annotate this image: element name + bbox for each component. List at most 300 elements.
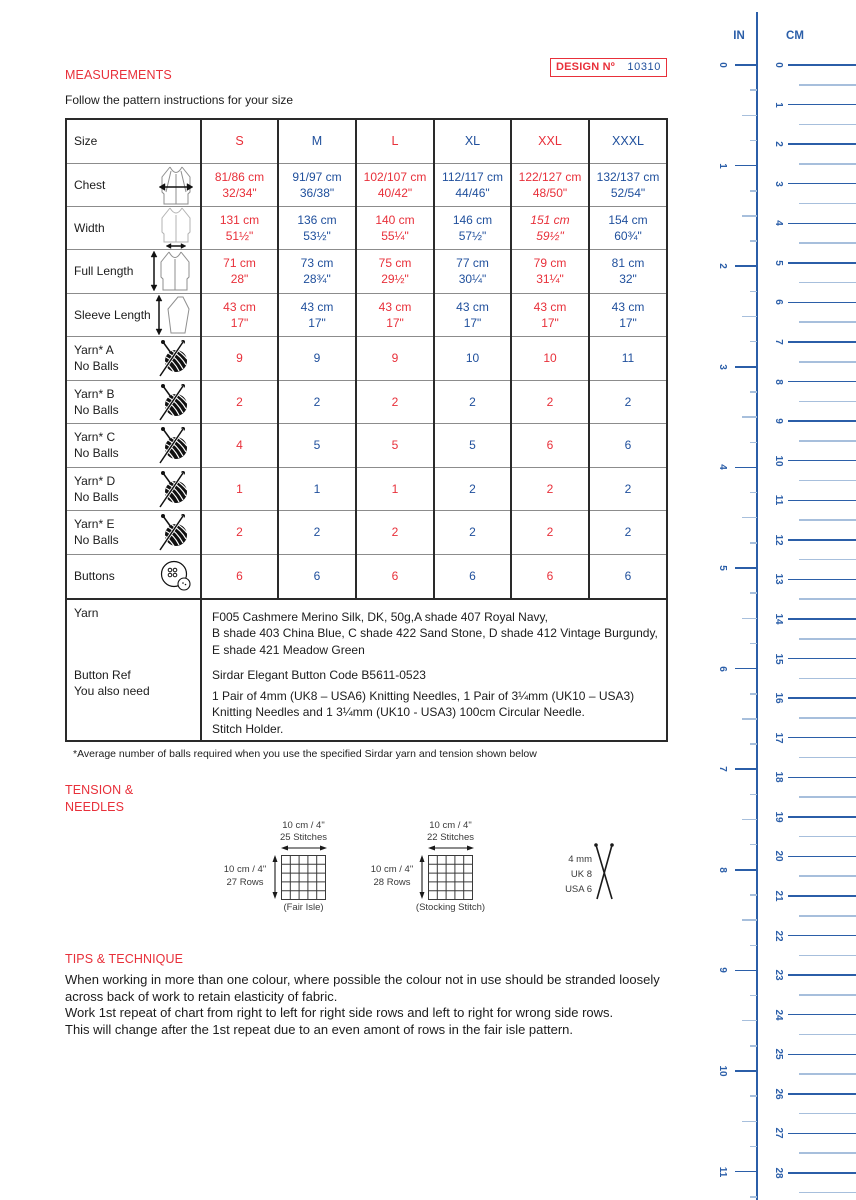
half-cm-tick [799, 875, 856, 877]
ruler-inch-label: IN [733, 30, 745, 42]
also-need-details-line: Stitch Holder. [212, 721, 284, 736]
inch-subtick [742, 1121, 757, 1123]
measurement-value-cell [278, 293, 356, 336]
inch-tick [735, 668, 757, 670]
cm-tick [788, 143, 856, 145]
value-inches: 60¾" [614, 228, 642, 243]
half-cm-tick [799, 1034, 856, 1036]
value-inches: 29½" [381, 272, 409, 286]
yarn-balls-cell: 9 [278, 336, 356, 380]
size-header-m: M [278, 119, 356, 163]
inch-tick [735, 366, 757, 368]
yarn-row [66, 510, 667, 554]
half-cm-tick [799, 480, 856, 482]
yarn-details [212, 609, 658, 658]
inch-tick [735, 970, 757, 972]
design-label: DESIGN Nº [556, 61, 615, 73]
also-need-label: You also need [74, 684, 150, 698]
value-cm: 132/137 cm [596, 169, 660, 184]
inch-tick [735, 265, 757, 267]
yarn-info-label: Yarn [74, 606, 99, 620]
inch-subtick [750, 643, 757, 645]
measurement-value-cell [589, 206, 667, 249]
cm-mark-label: 19 [773, 811, 784, 823]
value-cm: 136 cm [297, 212, 337, 227]
inch-subtick [750, 894, 757, 896]
half-cm-tick [799, 1113, 856, 1115]
yarn-balls-cell: 2 [356, 380, 434, 423]
yarn-balls-cell: 1 [356, 467, 434, 510]
inch-subtick [750, 693, 757, 695]
cm-mark-label: 9 [773, 418, 784, 424]
value-inches: 44/46" [455, 185, 490, 200]
yarn-sublabel: No Balls [74, 359, 119, 373]
measurement-value-cell [511, 206, 589, 249]
buttons-count-cell: 6 [434, 554, 511, 599]
inch-subtick [750, 89, 757, 91]
yarn-balls-cell: 6 [589, 423, 667, 467]
cm-tick [788, 697, 856, 699]
cm-tick [788, 777, 856, 779]
half-cm-tick [799, 124, 856, 126]
tips-title: TIPS & TECHNIQUE [65, 952, 184, 966]
swatch-caption: (Stocking Stitch) [415, 902, 486, 913]
inch-subtick [742, 618, 757, 620]
cm-tick [788, 895, 856, 897]
yarn-balls-cell: 4 [201, 423, 278, 467]
half-cm-tick [799, 84, 856, 86]
half-cm-tick [799, 559, 856, 561]
swatch-stitch-count: 22 Stitches [427, 832, 474, 843]
buttons-icon [160, 560, 192, 592]
half-cm-tick [799, 282, 856, 284]
measurement-label: Width [74, 220, 105, 235]
yarn-balls-cell: 5 [278, 423, 356, 467]
size-header-l: L [356, 119, 434, 163]
inch-tick [735, 869, 757, 871]
cm-tick [788, 618, 856, 620]
inch-subtick [742, 215, 757, 217]
half-cm-tick [799, 1152, 856, 1154]
cm-mark-label: 18 [773, 771, 784, 783]
half-cm-tick [799, 519, 856, 521]
measurement-value-cell [434, 249, 511, 293]
measurement-label-cell [66, 206, 201, 249]
inch-subtick [750, 140, 757, 142]
inch-subtick [750, 592, 757, 594]
yarn-balls-cell: 2 [589, 380, 667, 423]
cm-mark-label: 15 [773, 652, 784, 665]
measurement-value-cell [356, 293, 434, 336]
cm-mark-label: 8 [773, 378, 784, 385]
value-inches: 52/54" [610, 185, 646, 200]
cm-tick [788, 539, 856, 541]
yarn-balls-cell: 2 [356, 510, 434, 554]
inch-subtick [750, 190, 757, 192]
cm-mark-label: 24 [773, 1009, 784, 1021]
also-need-details-line: Knitting Needles and 1 3¼mm (UK10 - USA3) 100cm Circular Needle. [212, 705, 585, 720]
measurement-value-cell [589, 293, 667, 336]
inch-subtick [750, 1146, 757, 1148]
value-inches: 30¼" [458, 272, 487, 286]
inch-subtick [750, 945, 757, 947]
value-cm: 154 cm [608, 212, 648, 227]
inch-subtick [750, 542, 757, 544]
value-cm: 122/127 cm [518, 169, 582, 184]
size-instruction: Follow the pattern instructions for your size [65, 93, 294, 107]
buttons-label-cell [66, 554, 201, 599]
value-inches: 55¼" [381, 228, 409, 243]
value-cm: 140 cm [375, 212, 415, 227]
measurement-value-cell [511, 293, 589, 336]
tips-body [65, 972, 660, 1039]
value-inches: 17" [230, 315, 249, 330]
yarn-label: Yarn* B [74, 386, 115, 401]
cm-tick [788, 420, 856, 422]
half-cm-tick [799, 994, 856, 996]
button-ref-value: Sirdar Elegant Button Code B5611-0523 [212, 668, 426, 682]
half-cm-tick [799, 796, 856, 798]
cm-mark-label: 11 [773, 494, 784, 506]
ruler-cm-label: CM [786, 30, 804, 42]
inch-subtick [742, 115, 757, 117]
inch-mark-label: 1 [717, 162, 728, 169]
cm-mark-label: 1 [773, 101, 784, 108]
value-cm: 77 cm [456, 256, 489, 270]
size-header-row [66, 119, 667, 163]
cm-mark-label: 14 [773, 613, 784, 625]
yarn-footnote: *Average number of balls required when you use the specified Sirdar yarn and tension shown below [73, 748, 537, 760]
half-cm-tick [799, 598, 856, 600]
inch-subtick [750, 1095, 757, 1097]
inch-subtick [750, 1045, 757, 1047]
cm-tick [788, 737, 856, 739]
inch-mark-label: 8 [717, 867, 728, 873]
cm-mark-label: 21 [773, 890, 784, 902]
yarn-sublabel: No Balls [74, 402, 119, 417]
cm-mark-label: 4 [773, 220, 784, 227]
tension-swatch [216, 818, 376, 918]
cm-mark-label: 28 [773, 1167, 784, 1179]
measurement-value-cell [434, 206, 511, 249]
inch-mark-label: 9 [717, 967, 728, 974]
materials-labels-cell [66, 599, 201, 741]
inch-mark-label: 2 [717, 263, 728, 269]
value-cm: 81/86 cm [214, 169, 265, 184]
size-header-s: S [201, 119, 278, 163]
measurement-value-cell [511, 249, 589, 293]
cm-tick [788, 223, 856, 225]
measurement-value-cell [589, 249, 667, 293]
inch-subtick [750, 995, 757, 997]
also-need-details [212, 688, 634, 737]
inch-subtick [750, 341, 757, 343]
yarn-balls-cell: 9 [201, 336, 278, 380]
measurement-value-cell [589, 163, 667, 206]
inch-subtick [750, 1196, 757, 1198]
value-inches: 57½" [458, 228, 487, 243]
yarn-balls-cell: 10 [434, 336, 511, 380]
measurement-label: Chest [74, 177, 106, 192]
cm-mark-label: 5 [773, 260, 784, 266]
half-cm-tick [799, 321, 856, 323]
value-cm: 43 cm [456, 299, 489, 314]
inch-mark-label: 11 [717, 1166, 728, 1177]
cm-tick [788, 64, 856, 66]
measurement-value-cell [201, 249, 278, 293]
swatch-width-label: 10 cm / 4" [429, 820, 472, 831]
swatch-width-label: 10 cm / 4" [282, 820, 325, 831]
needle-size-labels [548, 852, 592, 897]
inch-subtick [742, 416, 757, 418]
swatch-row-count: 27 Rows [226, 877, 264, 888]
cm-tick [788, 262, 856, 264]
cm-tick [788, 1014, 856, 1016]
cm-mark-label: 12 [773, 534, 784, 546]
half-cm-tick [799, 203, 856, 205]
cm-mark-label: 23 [773, 969, 784, 981]
cm-tick [788, 935, 856, 937]
value-cm: 43 cm [611, 299, 645, 314]
inch-subtick [742, 819, 757, 821]
cm-tick [788, 1054, 856, 1056]
design-number-box [550, 58, 667, 77]
yarn-row [66, 423, 667, 467]
yarn-row [66, 467, 667, 510]
value-cm: 73 cm [300, 256, 334, 270]
half-cm-tick [799, 757, 856, 759]
yarn-sublabel: No Balls [74, 446, 119, 460]
value-cm: 102/107 cm [363, 169, 427, 184]
measurement-label: Sleeve Length [74, 307, 151, 322]
value-inches: 51½" [225, 228, 254, 243]
inch-mark-label: 6 [717, 665, 728, 672]
half-cm-tick [799, 163, 856, 165]
yarn-label-cell [66, 423, 201, 467]
cm-tick [788, 579, 856, 581]
measurement-value-cell [278, 206, 356, 249]
measurement-label: Full Length [74, 264, 134, 278]
half-cm-tick [799, 678, 856, 680]
measurement-value-cell [434, 293, 511, 336]
yarn-balls-cell: 10 [511, 336, 589, 380]
buttons-count-cell: 6 [201, 554, 278, 599]
measurements-table [65, 118, 668, 742]
inch-subtick [742, 718, 757, 720]
measurement-label-cell [66, 163, 201, 206]
half-cm-tick [799, 401, 856, 403]
half-cm-tick [799, 717, 856, 719]
measurement-row-width [66, 206, 667, 249]
cm-mark-label: 13 [773, 573, 784, 585]
measurement-value-cell [201, 206, 278, 249]
value-cm: 91/97 cm [292, 169, 342, 184]
value-cm: 146 cm [452, 212, 493, 227]
full-length-diagram-icon [150, 250, 196, 292]
cm-mark-label: 26 [773, 1088, 784, 1100]
half-cm-tick [799, 638, 856, 640]
yarn-label: Yarn* A [74, 343, 114, 357]
measurement-value-cell [278, 249, 356, 293]
yarn-details-line: B shade 403 China Blue, C shade 422 Sand Stone, D shade 412 Vintage Burgundy, [212, 626, 658, 641]
half-cm-tick [799, 915, 856, 917]
cm-mark-label: 0 [773, 62, 784, 68]
size-header-xxxl: XXXL [589, 119, 667, 163]
yarn-row [66, 336, 667, 380]
inch-tick [735, 567, 757, 569]
yarn-balls-cell: 2 [201, 380, 278, 423]
value-inches: 59½" [536, 228, 564, 243]
yarn-label-cell [66, 336, 201, 380]
yarn-balls-cell: 2 [278, 510, 356, 554]
cm-tick [788, 341, 856, 343]
yarn-sublabel: No Balls [74, 533, 119, 547]
value-inches: 53½" [303, 228, 331, 243]
measurement-value-cell [201, 293, 278, 336]
inch-subtick [750, 743, 757, 745]
cm-tick [788, 1093, 856, 1095]
cm-tick [788, 658, 856, 660]
buttons-count-cell: 6 [589, 554, 667, 599]
yarn-ball-icon [156, 512, 190, 552]
yarn-label-cell [66, 510, 201, 554]
value-inches: 31¼" [536, 272, 564, 286]
cm-mark-label: 25 [773, 1048, 784, 1060]
yarn-label: Yarn* D [74, 473, 116, 488]
yarn-sublabel: No Balls [74, 489, 119, 504]
chest-diagram-icon [157, 165, 195, 205]
swatch-height-label: 10 cm / 4" [223, 864, 267, 875]
inch-tick [735, 768, 757, 770]
inch-subtick [742, 517, 757, 519]
half-cm-tick [799, 1192, 856, 1194]
yarn-balls-cell: 1 [201, 467, 278, 510]
inch-subtick [750, 844, 757, 846]
half-cm-tick [799, 242, 856, 244]
cm-tick [788, 183, 856, 185]
value-cm: 43 cm [300, 299, 334, 314]
cm-tick [788, 500, 856, 502]
cm-tick [788, 1172, 856, 1174]
yarn-label: Yarn* E [74, 517, 115, 531]
value-inches: 36/38" [299, 185, 335, 200]
measurement-value-cell [434, 163, 511, 206]
cm-mark-label: 16 [773, 692, 784, 704]
measurement-value-cell [511, 163, 589, 206]
inch-mark-label: 5 [717, 565, 728, 571]
measurement-value-cell [356, 206, 434, 249]
measurement-value-cell [278, 163, 356, 206]
value-inches: 32" [619, 272, 637, 286]
inch-tick [735, 1070, 757, 1072]
yarn-balls-cell: 5 [434, 423, 511, 467]
inch-mark-label: 7 [717, 766, 728, 772]
inch-subtick [742, 316, 757, 318]
inch-subtick [750, 442, 757, 444]
cm-mark-label: 6 [773, 299, 784, 306]
size-header-xl: XL [434, 119, 511, 163]
buttons-label: Buttons [74, 569, 115, 584]
value-inches: 17" [463, 315, 482, 330]
materials-details-cell [201, 599, 667, 741]
inch-tick [735, 165, 757, 167]
value-cm: 112/117 cm [442, 169, 503, 184]
cm-mark-label: 3 [773, 180, 784, 187]
value-inches: 17" [619, 315, 637, 330]
tips-line: Work 1st repeat of chart from right to left for right side rows and left to right for wrong side rows. [65, 1005, 614, 1021]
cm-mark-label: 27 [773, 1127, 784, 1139]
inch-subtick [750, 240, 757, 242]
yarn-balls-cell: 2 [434, 380, 511, 423]
tips-line: across back of work to retain elasticity of fabric. [65, 988, 338, 1004]
inch-subtick [750, 291, 757, 293]
measurement-value-cell [356, 163, 434, 206]
buttons-count-cell: 6 [356, 554, 434, 599]
yarn-label-cell [66, 467, 201, 510]
swatch-stitch-count: 25 Stitches [280, 832, 327, 843]
tips-line: When working in more than one colour, where possible the colour not in use should be stranded loosely [65, 972, 660, 987]
value-cm: 71 cm [223, 256, 256, 270]
yarn-balls-cell: 2 [511, 510, 589, 554]
value-inches: 32/34" [222, 185, 257, 200]
value-cm: 151 cm [530, 212, 570, 227]
yarn-balls-cell: 2 [511, 467, 589, 510]
half-cm-tick [799, 361, 856, 363]
yarn-balls-cell: 2 [434, 510, 511, 554]
inch-tick [735, 1171, 757, 1173]
yarn-balls-cell: 2 [589, 467, 667, 510]
yarn-balls-cell: 11 [589, 336, 667, 380]
buttons-count-cell: 6 [511, 554, 589, 599]
value-inches: 28" [230, 272, 249, 286]
cm-tick [788, 974, 856, 976]
width-diagram-icon [157, 207, 195, 249]
button-ref-label: Button Ref [74, 668, 131, 682]
inch-mark-label: 3 [717, 364, 728, 370]
value-cm: 43 cm [533, 299, 567, 314]
buttons-count-cell: 6 [278, 554, 356, 599]
inch-subtick [742, 1020, 757, 1022]
cm-mark-label: 10 [773, 455, 784, 467]
cm-mark-label: 22 [773, 929, 784, 942]
tension-title-line2: NEEDLES [65, 800, 125, 814]
inch-tick [735, 467, 757, 469]
cm-mark-label: 20 [773, 850, 784, 862]
value-cm: 81 cm [611, 256, 645, 270]
tips-line: This will change after the 1st repeat due to an even amont of rows in the fair isle pattern. [65, 1022, 574, 1038]
value-cm: 79 cm [533, 256, 567, 270]
yarn-balls-cell: 5 [356, 423, 434, 467]
tension-title-line1: TENSION & [65, 783, 134, 797]
size-header-xxl: XXL [511, 119, 589, 163]
yarn-balls-cell: 9 [356, 336, 434, 380]
value-inches: 40/42" [377, 185, 413, 200]
inch-mark-label: 0 [717, 62, 728, 68]
cm-tick [788, 460, 856, 462]
cm-tick [788, 104, 856, 106]
swatch-row-count: 28 Rows [373, 877, 411, 888]
yarn-balls-cell: 2 [434, 467, 511, 510]
crossed-needles-icon [592, 842, 616, 907]
inch-tick [735, 64, 757, 66]
value-cm: 43 cm [378, 299, 412, 314]
tension-swatch [363, 818, 523, 918]
design-number: 10310 [627, 61, 661, 73]
cm-tick [788, 816, 856, 818]
yarn-balls-cell: 2 [278, 380, 356, 423]
half-cm-tick [799, 1073, 856, 1075]
measurement-label-cell [66, 249, 201, 293]
